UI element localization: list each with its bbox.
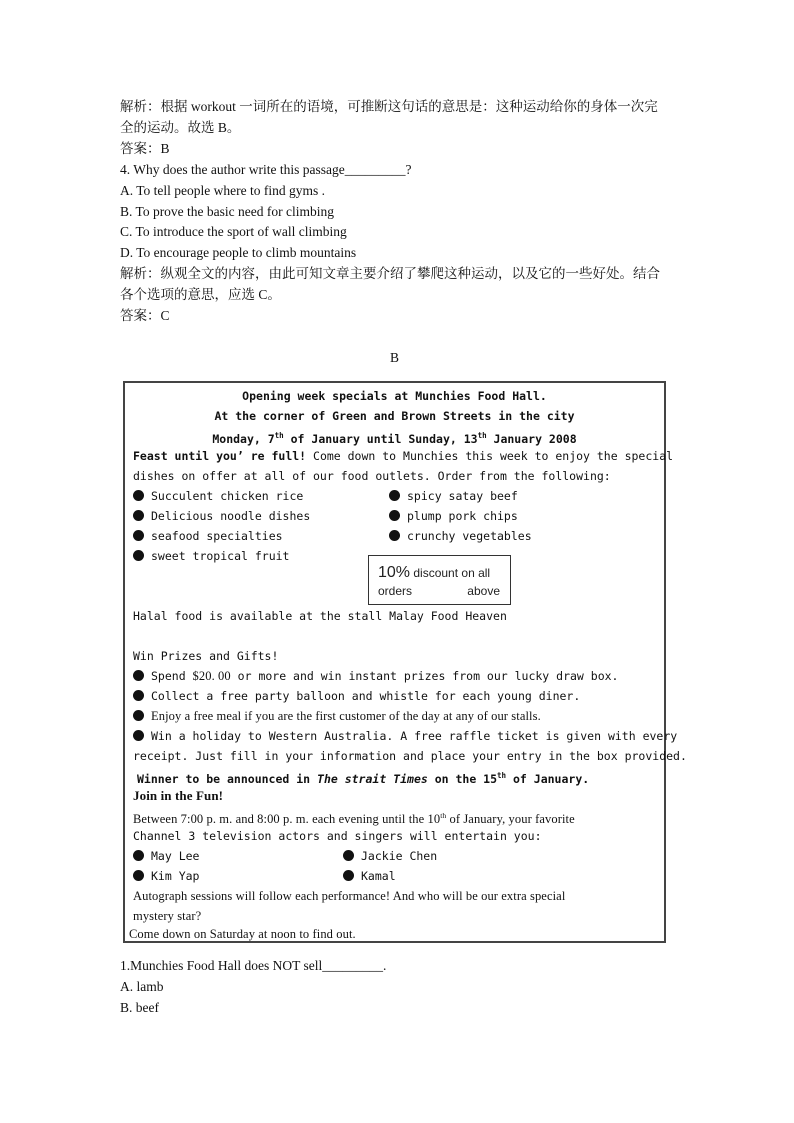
menu-item: Succulent chicken rice — [133, 488, 303, 504]
performer-item: May Lee — [133, 848, 199, 864]
bullet-icon — [389, 490, 400, 501]
bullet-icon — [133, 850, 144, 861]
question-4: 4. Why does the author write this passage_________? — [120, 162, 412, 177]
menu-item: sweet tropical fruit — [133, 548, 289, 564]
bullet-icon — [133, 510, 144, 521]
ad-dates: Monday, 7th of January until Sunday, 13th January 2008 — [212, 431, 577, 446]
bullet-icon — [133, 490, 144, 501]
q4-option-b: B. To prove the basic need for climbing — [120, 204, 335, 219]
q4-option-d: D. To encourage people to climb mountains — [120, 245, 357, 260]
menu-item: seafood specialties — [133, 528, 283, 544]
q4-option-c: C. To introduce the sport of wall climbing — [120, 224, 347, 239]
saturday-line: Come down on Saturday at noon to find out. — [129, 927, 356, 941]
ad-location: At the corner of Green and Brown Streets in the city — [214, 409, 575, 423]
ad-title: Opening week specials at Munchies Food Hall. — [242, 389, 547, 403]
answer-q3: 答案：B — [120, 141, 170, 156]
performer-item: Kamal — [343, 868, 396, 884]
bullet-icon — [389, 530, 400, 541]
menu-item: Delicious noodle dishes — [133, 508, 310, 524]
prize-item: Spend $20. 00 or more and win instant prizes from our lucky draw box. — [133, 668, 618, 684]
analysis-q4-line2: 各个选项的意思，应选 C。 — [120, 287, 281, 302]
q4-option-a: A. To tell people where to find gyms . — [120, 183, 326, 198]
menu-item: spicy satay beef — [389, 488, 518, 504]
analysis-q3-line2: 全的运动。故选 B。 — [120, 120, 241, 135]
section-letter: B — [390, 350, 400, 365]
q1-option-a: A. lamb — [120, 979, 164, 994]
join-heading: Join in the Fun! — [133, 788, 224, 803]
prize-item: Collect a free party balloon and whistle for each young diner. — [133, 688, 580, 704]
performer-item: Jackie Chen — [343, 848, 437, 864]
bullet-icon — [133, 730, 144, 741]
halal-note: Halal food is available at the stall Malay Food Heaven — [133, 609, 507, 623]
q1-option-b: B. beef — [120, 1000, 159, 1015]
bullet-icon — [343, 850, 354, 861]
bullet-icon — [133, 670, 144, 681]
bullet-icon — [389, 510, 400, 521]
prize-item: Enjoy a free meal if you are the first customer of the day at any of our stalls. — [133, 708, 541, 724]
channel-line: Channel 3 television actors and singers will entertain you: — [133, 829, 542, 843]
bullet-icon — [343, 870, 354, 881]
autograph-line: Autograph sessions will follow each performance! And who will be our extra special — [133, 889, 566, 903]
winner-announcement: Winner to be announced in The strait Times on the 15th of January. — [137, 771, 590, 786]
discount-box: 10% discount on all orders above — [368, 555, 511, 605]
menu-item: crunchy vegetables — [389, 528, 532, 544]
feast-line-2: dishes on offer at all of our food outlets. Order from the following: — [133, 469, 611, 483]
answer-q4: 答案：C — [120, 308, 170, 323]
performer-item: Kim Yap — [133, 868, 199, 884]
bullet-icon — [133, 550, 144, 561]
bullet-icon — [133, 530, 144, 541]
bullet-icon — [133, 870, 144, 881]
feast-line: Feast until you’ re full! Come down to Munchies this week to enjoy the special — [133, 449, 674, 463]
prize-item: Win a holiday to Western Australia. A free raffle ticket is given with every — [133, 728, 677, 744]
advertisement-box — [123, 381, 687, 943]
bullet-icon — [133, 710, 144, 721]
mystery-line: mystery star? — [133, 909, 202, 923]
question-1: 1.Munchies Food Hall does NOT sell_________. — [120, 958, 387, 973]
prize-item-continued: receipt. Just fill in your information and place your entry in the box provided. — [133, 749, 687, 763]
entertainment-schedule: Between 7:00 p. m. and 8:00 p. m. each evening until the 10th of January, your favorite — [133, 811, 575, 826]
bullet-icon — [133, 690, 144, 701]
prizes-heading: Win Prizes and Gifts! — [133, 649, 279, 663]
analysis-q3-line1: 解析：根据 workout 一词所在的语境，可推断这句话的意思是：这种运动给你的身体一次完 — [120, 99, 658, 114]
analysis-q4-line1: 解析：纵观全文的内容，由此可知文章主要介绍了攀爬这种运动，以及它的一些好处。结合 — [120, 266, 660, 281]
menu-item: plump pork chips — [389, 508, 518, 524]
